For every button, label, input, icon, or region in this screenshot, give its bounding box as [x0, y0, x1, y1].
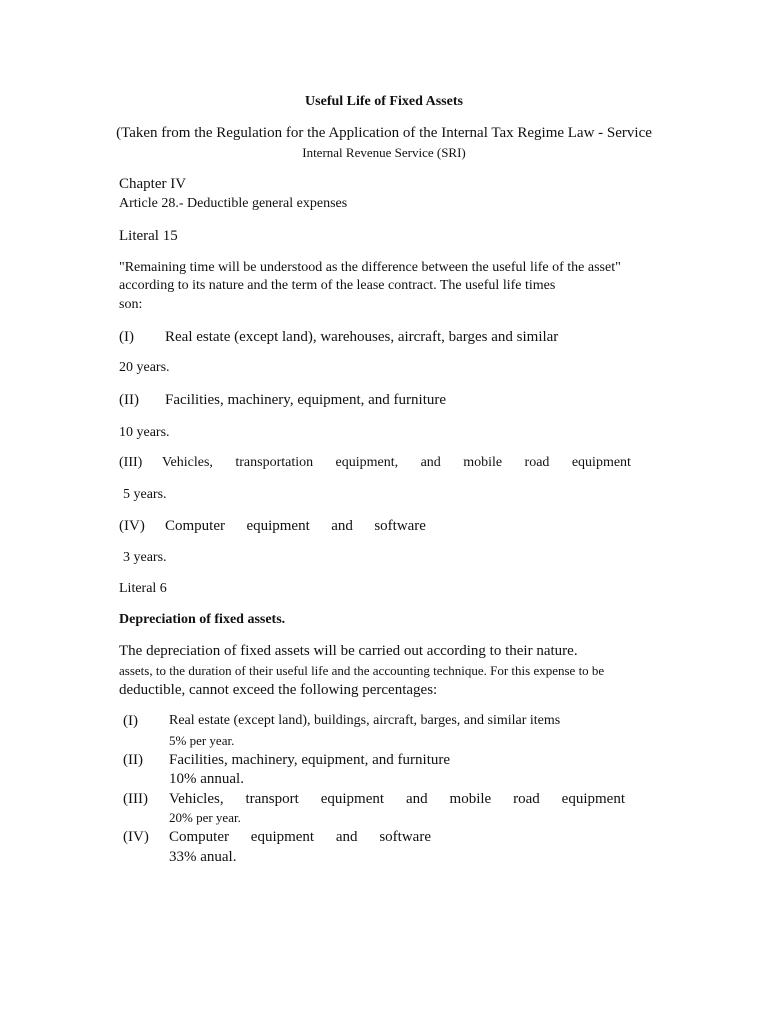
useful-life-text-4 [165, 519, 426, 534]
depreciation-heading: Depreciation of fixed assets. [119, 612, 286, 627]
quote-line-2: according to its nature and the term of the lease contract. The useful life times [119, 278, 556, 293]
word: equipment, [335, 455, 399, 470]
word: equipment [250, 829, 315, 845]
word: Computer [165, 518, 225, 534]
article-label: Article 28.- Deductible general expenses [119, 196, 348, 211]
useful-life-num-4: (IV) [119, 518, 145, 534]
word: Computer [169, 829, 229, 845]
word: transportation [235, 455, 314, 470]
word: Vehicles, [169, 791, 224, 807]
useful-life-text-1: Real estate (except land), warehouses, aircraft, barges and similar [165, 329, 559, 345]
word: mobile [449, 791, 492, 807]
word: transport [245, 791, 299, 807]
literal-6-label: Literal 6 [119, 581, 167, 596]
literal-15-label: Literal 15 [119, 228, 178, 244]
useful-life-value-4: 3 years. [123, 550, 167, 565]
depreciation-rate-1: 5% per year. [169, 733, 235, 748]
chapter-label: Chapter IV [119, 176, 187, 192]
word: equipment [571, 455, 631, 470]
useful-life-num-3: (III) [119, 455, 143, 470]
depreciation-rate-3: 20% per year. [169, 810, 241, 825]
word: software [379, 829, 431, 845]
useful-life-value-1: 20 years. [119, 360, 170, 375]
word: equipment [246, 518, 310, 534]
source-line-1: (Taken from the Regulation for the Application of the Internal Tax Regime Law - Service [116, 125, 652, 141]
depreciation-line-3: deductible, cannot exceed the following percentages: [119, 682, 438, 698]
depreciation-text-2: Facilities, machinery, equipment, and furniture [169, 752, 451, 768]
quote-line-3: son: [119, 297, 143, 312]
useful-life-value-2: 10 years. [119, 425, 170, 440]
depreciation-text-3 [169, 792, 625, 807]
word: equipment [561, 791, 625, 807]
useful-life-text-2: Facilities, machinery, equipment, and furniture [165, 392, 447, 408]
depreciation-line-1: The depreciation of fixed assets will be carried out according to their nature. [119, 643, 578, 659]
useful-life-value-3: 5 years. [123, 487, 167, 502]
word: road [524, 455, 550, 470]
useful-life-num-1: (I) [119, 329, 134, 345]
useful-life-num-2: (II) [119, 392, 139, 408]
word: and [335, 829, 358, 845]
depreciation-num-1: (I) [123, 713, 138, 729]
word: software [374, 518, 426, 534]
word: equipment [320, 791, 385, 807]
depreciation-line-2: assets, to the duration of their useful life and the accounting technique. For this expense to be [119, 663, 605, 678]
depreciation-rate-2: 10% annual. [169, 771, 244, 787]
word: Vehicles, [162, 455, 213, 470]
document-title: Useful Life of Fixed Assets [305, 94, 463, 109]
depreciation-rate-4: 33% anual. [169, 849, 237, 865]
word: and [420, 455, 441, 470]
word: road [513, 791, 540, 807]
word: and [405, 791, 428, 807]
depreciation-num-2: (II) [123, 752, 143, 768]
useful-life-text-3 [162, 456, 631, 470]
source-line-2: Internal Revenue Service (SRI) [302, 145, 466, 160]
depreciation-text-4 [169, 830, 431, 845]
depreciation-num-4: (IV) [123, 829, 149, 845]
quote-line-1: "Remaining time will be understood as the difference between the useful life of the asset" [119, 260, 621, 275]
word: and [331, 518, 353, 534]
depreciation-num-3: (III) [123, 791, 148, 807]
depreciation-text-1: Real estate (except land), buildings, aircraft, barges, and similar items [169, 713, 561, 728]
word: mobile [463, 455, 503, 470]
